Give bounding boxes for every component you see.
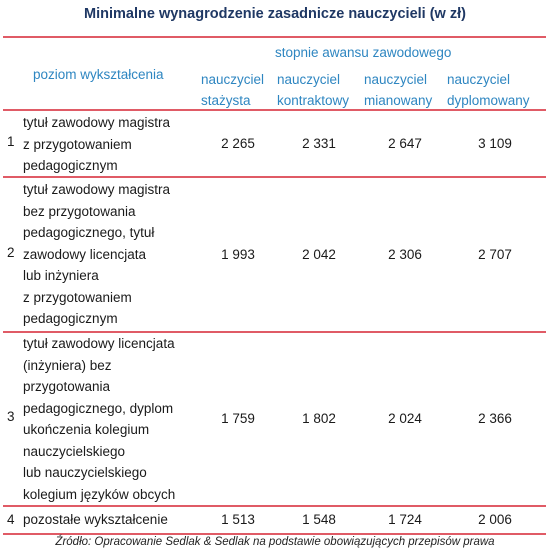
- row-label-line: ukończenia kolegium: [23, 422, 150, 437]
- row-label: [23, 179, 170, 330]
- value-cell: 1 759: [221, 411, 255, 426]
- value-cell: 2 042: [302, 247, 336, 262]
- header-col-3-line-1: nauczyciel: [364, 72, 428, 87]
- row-label: [23, 112, 170, 177]
- header-col-4-line-1: nauczyciel: [447, 72, 511, 87]
- value-cell: 2 265: [221, 136, 255, 151]
- row-label: [23, 333, 175, 505]
- value-cell: 2 647: [388, 136, 422, 151]
- header-col-1: [201, 69, 273, 111]
- header-col-1-line-1: nauczyciel: [201, 72, 265, 87]
- value-cell: 2 006: [478, 512, 512, 527]
- row-label-line: pozostałe wykształcenie: [23, 512, 168, 527]
- header-col-2-line-2: kontraktowy: [277, 93, 350, 108]
- value-cell: 1 724: [388, 512, 422, 527]
- row-label-line: z przygotowaniem: [23, 136, 132, 152]
- value-cell: 2 024: [388, 411, 422, 426]
- row-number: 3: [7, 409, 15, 424]
- row-label-line: zawodowy licencjata: [23, 246, 147, 262]
- value-cell: 1 993: [221, 247, 255, 262]
- value-cell: 3 109: [478, 136, 512, 151]
- row-number: 2: [7, 245, 15, 260]
- header-col-2-line-1: nauczyciel: [277, 72, 341, 87]
- header-col-4-line-2: dyplomowany: [447, 93, 530, 108]
- row-label-line: kolegium języków obcych: [23, 486, 176, 502]
- rule-top: [3, 36, 546, 38]
- value-cell: 2 707: [478, 247, 512, 262]
- row-label-line: z przygotowaniem: [23, 289, 132, 305]
- value-cell: 2 306: [388, 247, 422, 262]
- header-col-4: [447, 69, 543, 111]
- value-cell: 1 513: [221, 512, 255, 527]
- source-note: Źródło: Opracowanie Sedlak & Sedlak na podstawie obowiązujących przepisów prawa: [55, 536, 495, 548]
- header-level: poziom wykształcenia: [33, 67, 164, 82]
- row-label-line: tytuł zawodowy licencjata: [23, 336, 175, 351]
- header-col-2: [277, 69, 359, 111]
- value-cell: 2 366: [478, 411, 512, 426]
- row-number: 4: [7, 512, 15, 527]
- header-col-3: [364, 69, 444, 111]
- row-label-line: pedagogicznego, tytuł: [23, 225, 155, 240]
- row-label-line: pedagogicznego, dyplom: [23, 400, 174, 416]
- row-number: 1: [7, 134, 15, 149]
- row-label-line: pedagogicznym: [23, 311, 118, 326]
- row-label-line: nauczycielskiego: [23, 443, 126, 459]
- rule-bottom: [3, 533, 546, 535]
- header-col-3-line-2: mianowany: [364, 93, 433, 108]
- row-label-line: przygotowania: [23, 379, 111, 394]
- row-label-line: lub inżyniera: [23, 268, 99, 283]
- table-title: Minimalne wynagrodzenie zasadnicze nauczycieli (w zł): [84, 6, 466, 22]
- value-cell: 1 802: [302, 411, 336, 426]
- value-cell: 1 548: [302, 512, 336, 527]
- row-label-line: tytuł zawodowy magistra: [23, 115, 171, 130]
- header-group: stopnie awansu zawodowego: [275, 45, 452, 60]
- value-cell: 2 331: [302, 136, 336, 151]
- row-label: [23, 509, 168, 531]
- row-label-line: pedagogicznym: [23, 158, 118, 173]
- header-col-1-line-2: stażysta: [201, 93, 251, 108]
- rule-row-3: [3, 505, 546, 507]
- row-label-line: (inżyniera) bez: [23, 357, 112, 373]
- row-label-line: lub nauczycielskiego: [23, 465, 147, 480]
- row-label-line: bez przygotowania: [23, 203, 136, 219]
- row-label-line: tytuł zawodowy magistra: [23, 182, 171, 197]
